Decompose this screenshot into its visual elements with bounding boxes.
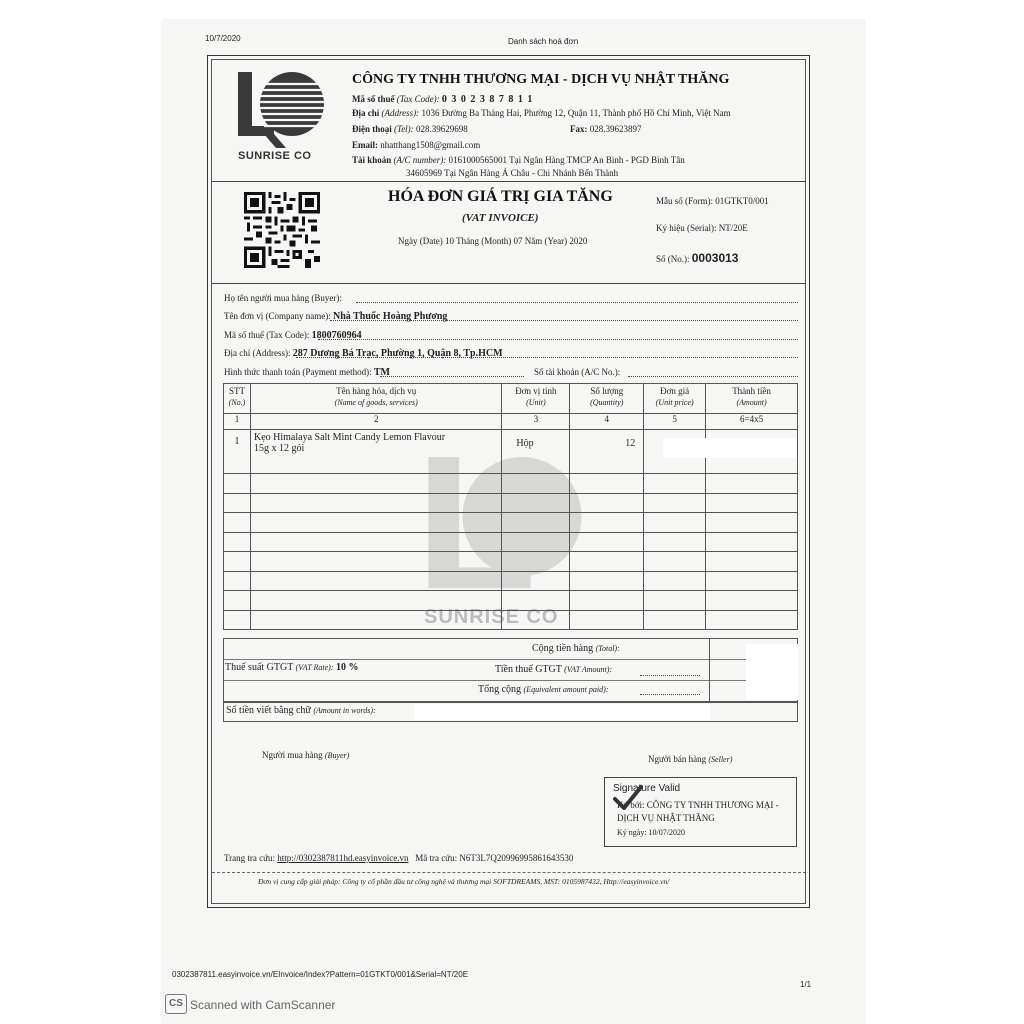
qr-code-icon — [244, 192, 320, 268]
item-no: 1 — [224, 430, 251, 474]
table-row — [224, 493, 798, 513]
item-name: Kẹo Himalaya Salt Mint Candy Lemon Flavour 15g x 12 gói — [250, 430, 501, 474]
seller-signature-label: Người bán hàng (Seller) — [648, 754, 733, 764]
signature-valid: Signature Valid — [613, 783, 681, 794]
col-header-unit: Đơn vị tính (Unit) — [502, 384, 570, 414]
table-row — [224, 474, 798, 494]
buyer-address-line: Địa chỉ (Address): 287 Dương Bá Trạc, Phường 1, Quận 8, Tp.HCM — [224, 348, 503, 359]
company-address-line: Địa chỉ (Address): 1036 Đường Ba Tháng Hai, Phường 12, Quận 11, Thành phố Hồ Chí Minh, Việt Nam — [352, 108, 731, 118]
totals-divider-2 — [224, 680, 797, 681]
buyer-name-line — [356, 302, 798, 303]
footer-url: 0302387811.easyinvoice.vn/EInvoice/Index?Pattern=01GTKT0/001&Serial=NT/20E — [172, 970, 469, 979]
buyer-address-dots — [296, 357, 798, 358]
totals-divider-1 — [224, 659, 797, 660]
table-row — [224, 513, 798, 533]
company-fax: 028.39623897 — [589, 124, 642, 134]
buyer-payment: TM — [373, 367, 390, 378]
invoice-date: Ngày (Date) 10 Tháng (Month) 07 Năm (Year) 2020 — [398, 236, 588, 246]
item-unit: Hộp — [502, 430, 570, 474]
company-account-1: 0161000565001 Tại Ngân Hàng TMCP An Bình - PGD Bình Tân — [448, 155, 685, 165]
lookup-code: N6T3L7Q2099699586164353​0 — [459, 853, 574, 863]
buyer-name-label: Họ tên người mua hàng (Buyer): — [224, 293, 342, 303]
redacted-price — [663, 438, 797, 458]
watermark-text: SUNRISE CO — [424, 606, 559, 628]
table-row — [224, 532, 798, 552]
invoice-title: HÓA ĐƠN GIÁ TRỊ GIA TĂNG — [388, 188, 613, 205]
index-cell: 2 — [250, 414, 501, 430]
company-email: nhatthang1508@gmail.com — [380, 140, 481, 150]
redacted-words — [414, 704, 710, 720]
table-row — [224, 552, 798, 572]
buyer-tax: 1800760964 — [311, 330, 362, 341]
camscanner-icon: CS — [165, 994, 187, 1014]
print-date: 10/7/2020 — [205, 34, 241, 43]
table-row — [224, 591, 798, 611]
grand-total-label: Tổng cộng (Equivalent amount paid): — [478, 684, 609, 695]
lookup-line: Trang tra cứu: http://0302387811hd.easyinvoice.vn Mã tra cứu: N6T3L7Q2099699586164353​0 — [224, 853, 574, 863]
camscanner-text: Scanned with CamScanner — [190, 998, 336, 1012]
buyer-tax-dots — [318, 339, 798, 340]
index-cell: 5 — [644, 414, 706, 430]
subtotal-label: Cộng tiền hàng (Total): — [532, 643, 620, 654]
buyer-payment-line: Hình thức thanh toán (Payment method): TM — [224, 367, 390, 378]
col-header-name: Tên hàng hóa, dịch vụ (Name of goods, services) — [250, 384, 501, 414]
grand-total-dots — [640, 694, 700, 695]
items-table — [223, 383, 798, 630]
table-row — [224, 610, 798, 630]
provider-divider — [212, 872, 806, 873]
company-tax-code: 0 3 0 2 3 8 7 8 1 1 — [441, 94, 534, 105]
table-row — [224, 571, 798, 591]
company-phone: 028.39629698 — [415, 124, 468, 134]
signature-date: Ký ngày: 10/07/2020 — [617, 828, 685, 837]
item-quantity: 12 — [570, 430, 644, 474]
index-cell: 3 — [502, 414, 570, 430]
invoice-number: Số (No.): 0003013 — [656, 251, 739, 265]
logo-text: SUNRISE CO — [238, 150, 312, 162]
print-title: Danh sách hoá đơn — [508, 37, 579, 46]
checkmark-icon — [612, 783, 644, 815]
buyer-signature-label: Người mua hàng (Buyer) — [262, 750, 350, 760]
header-divider — [212, 181, 806, 182]
invoice-form: Mẫu số (Form): 01GTKT0/001 — [656, 196, 769, 206]
buyer-company-dots — [330, 320, 798, 321]
vat-rate-line: Thuế suất GTGT (VAT Rate): 10 % — [225, 662, 359, 673]
buyer-tax-line: Mã số thuế (Tax Code): 1800760964 — [224, 330, 362, 341]
company-tax-line: Mã số thuế (Tax Code): 0 3 0 2 3 8 7 8 1 1 — [352, 94, 534, 105]
company-account-line: Tài khoản (A/C number): 0161000565001 Tại Ngân Hàng TMCP An Bình - PGD Bình Tân — [352, 155, 685, 165]
company-account-2: 34605969 Tại Ngân Hàng Á Châu - Chi Nhánh Bến Thành — [406, 168, 619, 178]
vat-amount-dots — [640, 675, 700, 676]
buyer-account-label: Số tài khoản (A/C No.): — [534, 367, 621, 377]
col-header-amount: Thành tiền (Amount) — [706, 384, 798, 414]
index-cell: 1 — [224, 414, 251, 430]
vat-amount-label: Tiền thuế GTGT (VAT Amount): — [495, 664, 613, 675]
signature-signed-by: Ký bởi: CÔNG TY TNHH THƯƠNG MẠI - — [617, 800, 779, 810]
buyer-payment-dots — [380, 376, 524, 377]
buyer-address: 287 Dương Bá Trạc, Phường 1, Quận 8, Tp.HCM — [292, 348, 503, 359]
title-divider — [212, 283, 806, 284]
company-fax-line: Fax: 028.39623897 — [570, 124, 642, 134]
buyer-account-dots — [628, 376, 798, 377]
buyer-company: Nhà Thuốc Hoàng Phương — [332, 311, 448, 322]
table-index-row — [224, 414, 798, 430]
col-header-no: STT (No.) — [224, 384, 251, 414]
vat-rate: 10 % — [335, 662, 359, 673]
company-address: 1036 Đường Ba Tháng Hai, Phường 12, Quận 11, Thành phố Hồ Chí Minh, Việt Nam — [421, 108, 731, 118]
company-phone-line: Điện thoại (Tel): 028.39629698 — [352, 124, 468, 134]
buyer-company-line: Tên đơn vị (Company name): Nhà Thuốc Hoàng Phương — [224, 311, 448, 322]
redacted-totals — [746, 644, 798, 700]
lookup-url[interactable]: http://0302387811hd.easyinvoice.vn — [277, 853, 409, 863]
invoice-serial: Ký hiệu (Serial): NT/20E — [656, 223, 748, 233]
company-name: CÔNG TY TNHH THƯƠNG MẠI - DỊCH VỤ NHẬT THĂNG — [352, 72, 730, 87]
totals-amount-divider — [709, 638, 710, 702]
col-header-unit-price: Đơn giá (Unit price) — [644, 384, 706, 414]
col-header-quantity: Số lượng (Quantity) — [570, 384, 644, 414]
invoice-subtitle: (VAT INVOICE) — [462, 212, 539, 224]
amount-words-label: Số tiền viết bằng chữ (Amount in words): — [226, 705, 376, 716]
signature-signed-by-2: DỊCH VỤ NHẬT THĂNG — [617, 813, 715, 823]
index-cell: 4 — [570, 414, 644, 430]
sunrise-logo-icon — [236, 70, 328, 150]
company-email-line: Email: nhatthang1508@gmail.com — [352, 140, 481, 150]
provider-text: Đơn vị cung cấp giải pháp: Công ty cổ phần đầu tư công nghệ và thương mại SOFTDREAMS, MST: 0105987432, Http://easyinvoice.vn/ — [258, 877, 670, 886]
footer-page-number: 1/1 — [800, 980, 812, 989]
table-header-row — [224, 384, 798, 414]
index-cell: 6=4x5 — [706, 414, 798, 430]
